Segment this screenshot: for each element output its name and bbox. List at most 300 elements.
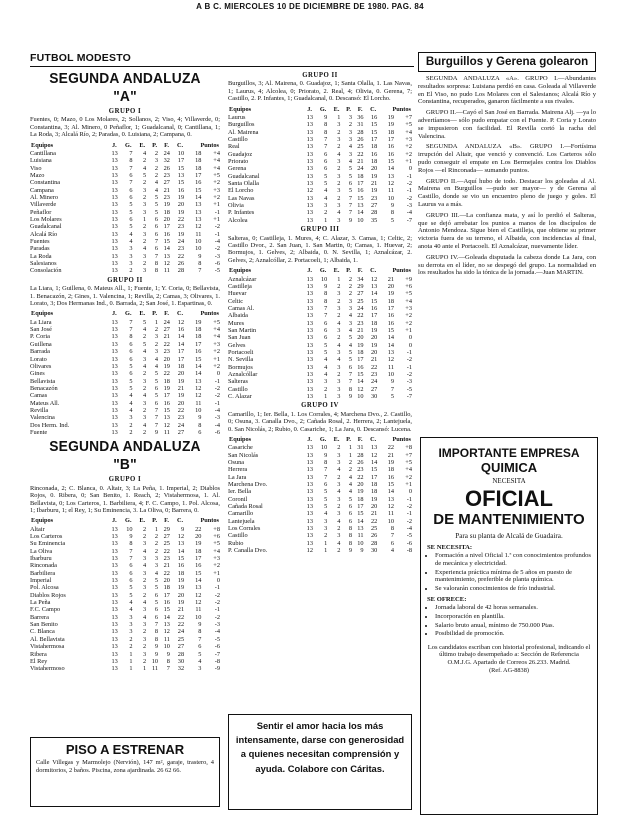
- table-cell: 15: [163, 238, 170, 246]
- table-cell: 9: [390, 378, 395, 386]
- table-cell: 19: [370, 187, 378, 195]
- table-cell: 4: [324, 356, 328, 364]
- table-cell: 18: [195, 333, 202, 341]
- table-cell: 22: [163, 370, 170, 378]
- table-cell: 16: [163, 399, 170, 407]
- table-cell: 3: [198, 665, 202, 673]
- table-cell: 2: [129, 635, 133, 643]
- table-cell: 17: [163, 392, 170, 400]
- table-row: [30, 599, 220, 606]
- table-cell: +2: [405, 473, 412, 481]
- table-cell: 1: [348, 451, 352, 459]
- table-cell: 0: [408, 334, 412, 342]
- table-cell: 27: [370, 385, 378, 393]
- table-cell: 23: [357, 466, 364, 474]
- table-cell: 13: [111, 208, 118, 216]
- table-row: [228, 290, 412, 297]
- table-cell: 19: [387, 113, 395, 121]
- table-cell: 3: [142, 540, 147, 548]
- table-header-cell: J.: [307, 105, 312, 113]
- table-cell: 13: [306, 348, 313, 356]
- table-cell: 6: [154, 223, 159, 231]
- table-cell: 2: [348, 282, 352, 290]
- table-cell: 4: [324, 194, 328, 202]
- team-name: Consolación: [30, 267, 62, 275]
- table-cell: 13: [306, 466, 313, 474]
- article-paragraph: GRUPO II.—Aquí hubo de todo. Destacar los goleadas al Al. Mairena en Burguillos —pudo ser mayor— y de Gerena al Castillo, donde se vio un encuentro pleno de juego y goles. El Laurus va a más.: [418, 177, 596, 208]
- table-cell: +7: [405, 451, 412, 459]
- table-cell: 13: [111, 621, 118, 629]
- table-row: [30, 562, 220, 569]
- table-cell: 3: [348, 319, 352, 327]
- table-cell: 21: [163, 562, 170, 570]
- table-cell: 13: [111, 238, 118, 246]
- team-name: Santa Olalla: [228, 180, 259, 188]
- table-cell: 10: [321, 275, 328, 283]
- table-row: [228, 180, 412, 187]
- table-cell: 1: [154, 525, 159, 533]
- team-name: Salesianos: [30, 260, 57, 268]
- table-cell: 14: [177, 340, 185, 348]
- table-cell: 13: [195, 584, 202, 592]
- table-cell: 13: [111, 569, 118, 577]
- table-cell: 2: [348, 466, 352, 474]
- table-cell: 2: [154, 172, 159, 179]
- table-cell: 17: [195, 172, 202, 179]
- table-header-cell: F.: [357, 267, 363, 275]
- table-cell: 13: [306, 165, 313, 173]
- table-cell: 25: [163, 540, 170, 548]
- table-cell: 13: [306, 393, 313, 400]
- table-cell: 23: [163, 555, 170, 563]
- table-cell: 18: [163, 208, 170, 216]
- table-cell: 5: [324, 503, 328, 511]
- table-cell: 32: [163, 157, 170, 165]
- list-item: • Se valorarán conocimientos de frío industrial.: [435, 585, 591, 593]
- table-cell: 25: [177, 635, 185, 643]
- table-cell: 21: [177, 384, 185, 392]
- table-cell: +4: [213, 149, 220, 157]
- table-cell: -1: [406, 510, 412, 518]
- table-cell: 3: [348, 304, 352, 312]
- table-row: [228, 349, 412, 356]
- team-name: La Roda: [30, 252, 52, 260]
- team-name: Osuna: [228, 459, 245, 466]
- table-cell: 3: [142, 621, 147, 629]
- team-name: Guadalcanal: [228, 172, 260, 180]
- table-cell: 6: [390, 539, 395, 547]
- table-cell: 18: [195, 149, 202, 157]
- table-cell: 13: [111, 606, 118, 614]
- table-cell: 17: [177, 355, 185, 363]
- table-row: [228, 356, 412, 363]
- table-cell: +6: [213, 533, 220, 540]
- table-row: [30, 231, 220, 238]
- team-name: Camarillo: [228, 510, 254, 518]
- table-header-cell: J.: [112, 517, 117, 525]
- table-cell: -8: [406, 547, 412, 555]
- team-name: Burguillos: [228, 121, 255, 129]
- team-name: C. Alazar: [228, 393, 252, 400]
- table-cell: 5: [348, 495, 352, 503]
- table-cell: 7: [129, 547, 133, 555]
- table-cell: 17: [370, 473, 378, 481]
- table-row: [228, 195, 412, 202]
- table-cell: 13: [111, 399, 118, 407]
- table-cell: -2: [406, 370, 412, 378]
- team-name: Rinconada: [30, 562, 57, 570]
- table-row: [30, 414, 220, 421]
- table-cell: 3: [129, 621, 133, 629]
- table-cell: 2: [129, 643, 133, 651]
- table-cell: 8: [348, 532, 352, 540]
- table-cell: 14: [357, 517, 364, 525]
- table-cell: 15: [370, 466, 378, 474]
- table-header-cell: Puntos: [392, 105, 411, 113]
- table-cell: 21: [387, 451, 395, 459]
- ad-subheading: SE OFRECE:: [427, 596, 467, 604]
- table-cell: 13: [306, 150, 313, 158]
- table-cell: 8: [129, 333, 133, 341]
- results-paragraph: Burguillos, 3; Al. Mairena, 0. Guadajoz, 1; Santa Olalla, 1. Las Navas, 1; Laurus, 4; Alcolea, 0; Priorato, 2. Real, 4; Olivia, 0. Gerena, 7; Castillo, 2. P. Infantes, 1; Guadalcanal, 0. Descansó: El Lorcho.: [228, 80, 412, 103]
- table-cell: -4: [214, 628, 220, 636]
- table-cell: 18: [195, 326, 202, 334]
- table-cell: 13: [111, 562, 118, 570]
- table-cell: 3: [142, 606, 147, 614]
- table-cell: 30: [177, 657, 185, 665]
- table-row: [30, 407, 220, 414]
- table-cell: 4: [324, 510, 328, 518]
- table-cell: +1: [213, 569, 220, 577]
- team-name: Dos Herm. Ind.: [30, 421, 70, 429]
- table-cell: 7: [390, 532, 395, 540]
- table-cell: 9: [198, 252, 202, 260]
- table-cell: 16: [357, 363, 364, 371]
- table-header-cell: F.: [164, 517, 169, 525]
- table-cell: 3: [142, 569, 147, 577]
- table-cell: 16: [195, 179, 202, 187]
- table-cell: 2: [154, 547, 159, 555]
- table-cell: 13: [306, 495, 313, 503]
- table-cell: 24: [177, 238, 185, 246]
- table-cell: 3: [129, 252, 133, 260]
- table-cell: 5: [154, 377, 159, 385]
- table-cell: 30: [370, 547, 378, 555]
- table-cell: 1: [324, 539, 328, 547]
- table-cell: 16: [387, 143, 395, 151]
- table-cell: 30: [370, 393, 378, 400]
- table-cell: 27: [163, 533, 170, 540]
- table-cell: 19: [177, 208, 185, 216]
- table-cell: 3: [142, 201, 147, 209]
- table-cell: 5: [129, 384, 133, 392]
- team-name: Pol. Alcosa: [30, 584, 59, 592]
- table-cell: 6: [198, 428, 202, 436]
- table-row: [30, 194, 220, 201]
- table-row: [30, 223, 220, 230]
- table-cell: 4: [348, 326, 352, 334]
- table-cell: 2: [337, 128, 341, 136]
- table-cell: 13: [306, 334, 313, 342]
- table-cell: -8: [214, 657, 220, 665]
- table-cell: 9: [348, 393, 352, 400]
- table-cell: 1: [348, 444, 352, 452]
- table-cell: 31: [357, 444, 364, 452]
- table-cell: 21: [370, 180, 378, 188]
- table-cell: 13: [111, 252, 118, 260]
- table-cell: 6: [129, 562, 133, 570]
- table-cell: -1: [406, 363, 412, 371]
- table-cell: 3: [337, 393, 341, 400]
- table-cell: 13: [111, 333, 118, 341]
- team-name: Castillo: [228, 385, 248, 393]
- table-cell: 13: [111, 194, 118, 202]
- table-row: [228, 364, 412, 371]
- table-cell: +5: [213, 172, 220, 179]
- table-cell: 18: [357, 495, 364, 503]
- team-name: Marchena Dvo.: [228, 481, 268, 489]
- table-cell: 25: [370, 525, 378, 533]
- table-cell: 26: [177, 260, 185, 268]
- results-paragraph: Fuentes, 0; Mazo, 0 Los Molares, 2; Sollanos, 2; Viso, 4; Villaverde, 0; Constantina, 3; Al. Minero, 0 Peñaflor, 1; Guadalcanal, 0; Cantillana, 1; La Roda, 3; Alcalá Río, 2; Paradas, 0. Luisiana, 2; Campana, 0.: [30, 116, 220, 139]
- table-cell: 13: [306, 503, 313, 511]
- results-paragraph: Camarillo, 1; Ier. Bella, 1. Los Corrales, 4; Marchena Dvo., 2. Castillo, 0; Osuna, 3. Canalla Dvo., 2; Cañada Rosal, 2. Herrera, 2; Lantejuela, 0. San Nicolás, 2; Rubio, 0. Casariche, 1; La Jara, 0. Descansó: Lucena.: [228, 410, 412, 433]
- table-header-cell: Equipos: [229, 267, 252, 275]
- table-cell: 27: [163, 326, 170, 334]
- table-row: [30, 570, 220, 577]
- table-cell: 8: [198, 628, 202, 636]
- team-name: La Peña: [30, 599, 51, 607]
- table-cell: 9: [324, 113, 328, 121]
- table-cell: -4: [406, 525, 412, 533]
- table-cell: 15: [195, 569, 202, 577]
- standings-table: [30, 516, 220, 672]
- table-cell: 18: [370, 143, 378, 151]
- team-name: San José: [30, 326, 52, 334]
- table-cell: -3: [406, 202, 412, 210]
- table-cell: 3: [337, 451, 341, 459]
- table-cell: 2: [142, 657, 147, 665]
- table-cell: 8: [129, 157, 133, 165]
- table-row: [228, 165, 412, 172]
- table-cell: 5: [348, 348, 352, 356]
- table-row: [228, 305, 412, 312]
- table-cell: 20: [387, 282, 395, 290]
- table-cell: 7: [154, 414, 159, 422]
- table-cell: 13: [195, 377, 202, 385]
- table-cell: 13: [306, 194, 313, 202]
- table-cell: 13: [306, 202, 313, 210]
- table-cell: 22: [370, 363, 378, 371]
- table-cell: 3: [142, 186, 147, 194]
- table-row: [228, 459, 412, 466]
- table-cell: 10: [387, 194, 395, 202]
- table-cell: 13: [387, 348, 395, 356]
- table-cell: -3: [214, 414, 220, 422]
- table-cell: 3: [154, 555, 159, 563]
- team-name: Alcalá Río: [30, 230, 58, 238]
- table-cell: 2: [337, 370, 341, 378]
- table-cell: 14: [387, 165, 395, 173]
- table-cell: 5: [154, 584, 159, 592]
- group-title: GRUPO I: [108, 108, 142, 115]
- team-name: Aznalcázar: [228, 275, 257, 283]
- table-cell: 10: [126, 525, 133, 533]
- table-cell: 7: [129, 555, 133, 563]
- table-cell: 22: [163, 547, 170, 555]
- table-cell: 10: [357, 539, 364, 547]
- article-paragraph: GRUPO IV.—Goleada disputada la cabeza donde La Jara, con su derrota en el líder, no se despegó del grupo. La normalidad en los resultados ha sido la tónica de la jornada.—Juan MARTIN.: [418, 253, 596, 277]
- table-row: [30, 385, 220, 392]
- table-cell: 22: [163, 340, 170, 348]
- table-cell: 3: [142, 208, 147, 216]
- table-cell: 21: [357, 326, 364, 334]
- table-cell: 3: [337, 304, 341, 312]
- table-cell: 17: [163, 591, 170, 599]
- team-name: Al. Mairena: [228, 128, 259, 136]
- table-cell: 5: [129, 591, 133, 599]
- table-row: [30, 577, 220, 584]
- table-cell: 4: [348, 488, 352, 496]
- standings-table: [30, 141, 220, 275]
- table-cell: 13: [163, 621, 170, 629]
- table-cell: 13: [111, 267, 118, 275]
- table-cell: 17: [195, 555, 202, 563]
- table-cell: 8: [324, 459, 328, 466]
- table-cell: 3: [129, 414, 133, 422]
- table-cell: 13: [306, 113, 313, 121]
- table-cell: +2: [405, 319, 412, 327]
- table-cell: 12: [195, 599, 202, 607]
- team-name: Vistahermoso: [30, 665, 65, 673]
- table-cell: 13: [306, 319, 313, 327]
- table-cell: 13: [306, 209, 313, 217]
- table-cell: 13: [111, 326, 118, 334]
- table-cell: +4: [405, 466, 412, 474]
- team-name: Luisiana: [30, 157, 52, 165]
- table-cell: 6: [129, 355, 133, 363]
- table-header-cell: P.: [152, 141, 158, 149]
- table-cell: 11: [195, 230, 202, 238]
- table-cell: 12: [177, 318, 185, 326]
- table-cell: 3: [154, 348, 159, 356]
- table-cell: 7: [166, 665, 170, 673]
- article-title: Burguillos y Gerena golearon: [418, 52, 596, 72]
- table-cell: 2: [337, 547, 341, 555]
- table-cell: 3: [142, 377, 147, 385]
- table-cell: 4: [142, 599, 147, 607]
- table-cell: 13: [111, 392, 118, 400]
- table-cell: 3: [129, 628, 133, 636]
- table-cell: 15: [387, 158, 395, 166]
- table-row: [228, 158, 412, 165]
- team-name: Las Navas: [228, 194, 255, 202]
- table-cell: +2: [405, 312, 412, 320]
- table-cell: 17: [357, 503, 364, 511]
- table-cell: 10: [195, 238, 202, 246]
- table-cell: -5: [406, 385, 412, 393]
- table-cell: 5: [348, 172, 352, 180]
- table-cell: +4: [213, 547, 220, 555]
- table-cell: 3: [337, 532, 341, 540]
- team-name: La Jara: [228, 473, 247, 481]
- table-cell: 18: [177, 569, 185, 577]
- table-cell: 13: [387, 172, 395, 180]
- table-cell: 35: [370, 216, 378, 224]
- table-cell: -6: [214, 260, 220, 268]
- table-cell: 5: [390, 216, 395, 224]
- table-cell: 13: [306, 525, 313, 533]
- table-cell: 20: [370, 503, 378, 511]
- table-cell: 7: [129, 149, 133, 157]
- table-row: [30, 658, 220, 665]
- table-header-cell: E.: [139, 517, 146, 525]
- table-cell: 13: [357, 202, 364, 210]
- table-cell: 3: [337, 378, 341, 386]
- table-row: [228, 496, 412, 503]
- table-cell: 3: [142, 635, 147, 643]
- table-cell: 6: [154, 613, 159, 621]
- table-cell: 2: [348, 290, 352, 298]
- table-cell: 13: [306, 312, 313, 320]
- table-cell: 0: [216, 577, 220, 585]
- table-cell: 13: [111, 643, 118, 651]
- table-cell: 4: [129, 238, 133, 246]
- table-cell: 8: [154, 267, 159, 275]
- headline-segunda-andaluza-b: SEGUNDA ANDALUZA "B": [49, 438, 201, 474]
- table-cell: +4: [213, 333, 220, 341]
- table-cell: 13: [387, 495, 395, 503]
- table-cell: 11: [195, 606, 202, 614]
- group-title: GRUPO II: [107, 276, 143, 284]
- table-cell: 13: [111, 230, 118, 238]
- table-cell: +8: [213, 525, 220, 533]
- table-cell: 15: [163, 606, 170, 614]
- table-cell: 8: [348, 385, 352, 393]
- table-cell: 15: [357, 510, 364, 518]
- table-row: [228, 532, 412, 539]
- table-cell: 14: [370, 459, 378, 466]
- table-header-cell: Puntos: [392, 267, 411, 275]
- table-cell: 14: [357, 378, 364, 386]
- table-cell: 12: [370, 451, 378, 459]
- table-cell: 5: [129, 377, 133, 385]
- table-header-cell: Puntos: [200, 310, 219, 318]
- table-cell: 22: [177, 621, 185, 629]
- table-cell: 3: [337, 202, 341, 210]
- table-cell: 2: [142, 406, 147, 414]
- table-cell: 17: [357, 180, 364, 188]
- table-cell: 23: [163, 194, 170, 202]
- table-cell: 4: [337, 341, 341, 349]
- table-cell: 0: [216, 370, 220, 378]
- table-cell: 13: [195, 201, 202, 209]
- table-cell: 8: [348, 525, 352, 533]
- results-paragraph: Rinconada, 2; C. Blanca, 0. Altair, 3; La Peña, 1. Imperial, 2; Diablos Rojos, 0. Ribera, 0; San Benito, 1. Reach, 2; Vistahermosa, 1. Al. Bellavista, 0; Los Carteros, 1. Barbiliera, 4; F. C. Campo, 1. Pol. Alcosa, 1; Ibarburu, 1; el Rey, 1; Su Eminencia, 3. La Oliva, 0; Barrera, 0.: [30, 484, 220, 514]
- table-cell: -2: [406, 194, 412, 202]
- table-header-cell: P.: [152, 517, 158, 525]
- table-cell: 13: [306, 158, 313, 166]
- table-cell: 19: [387, 121, 395, 129]
- team-name: San Nicolás: [228, 451, 259, 459]
- table-header-cell: F.: [164, 141, 169, 149]
- table-cell: 22: [177, 252, 185, 260]
- team-name: P. Infantes: [228, 209, 255, 217]
- table-cell: -1: [406, 172, 412, 180]
- table-cell: 1: [337, 275, 341, 283]
- table-cell: 27: [370, 202, 378, 210]
- team-name: Viso: [30, 164, 42, 172]
